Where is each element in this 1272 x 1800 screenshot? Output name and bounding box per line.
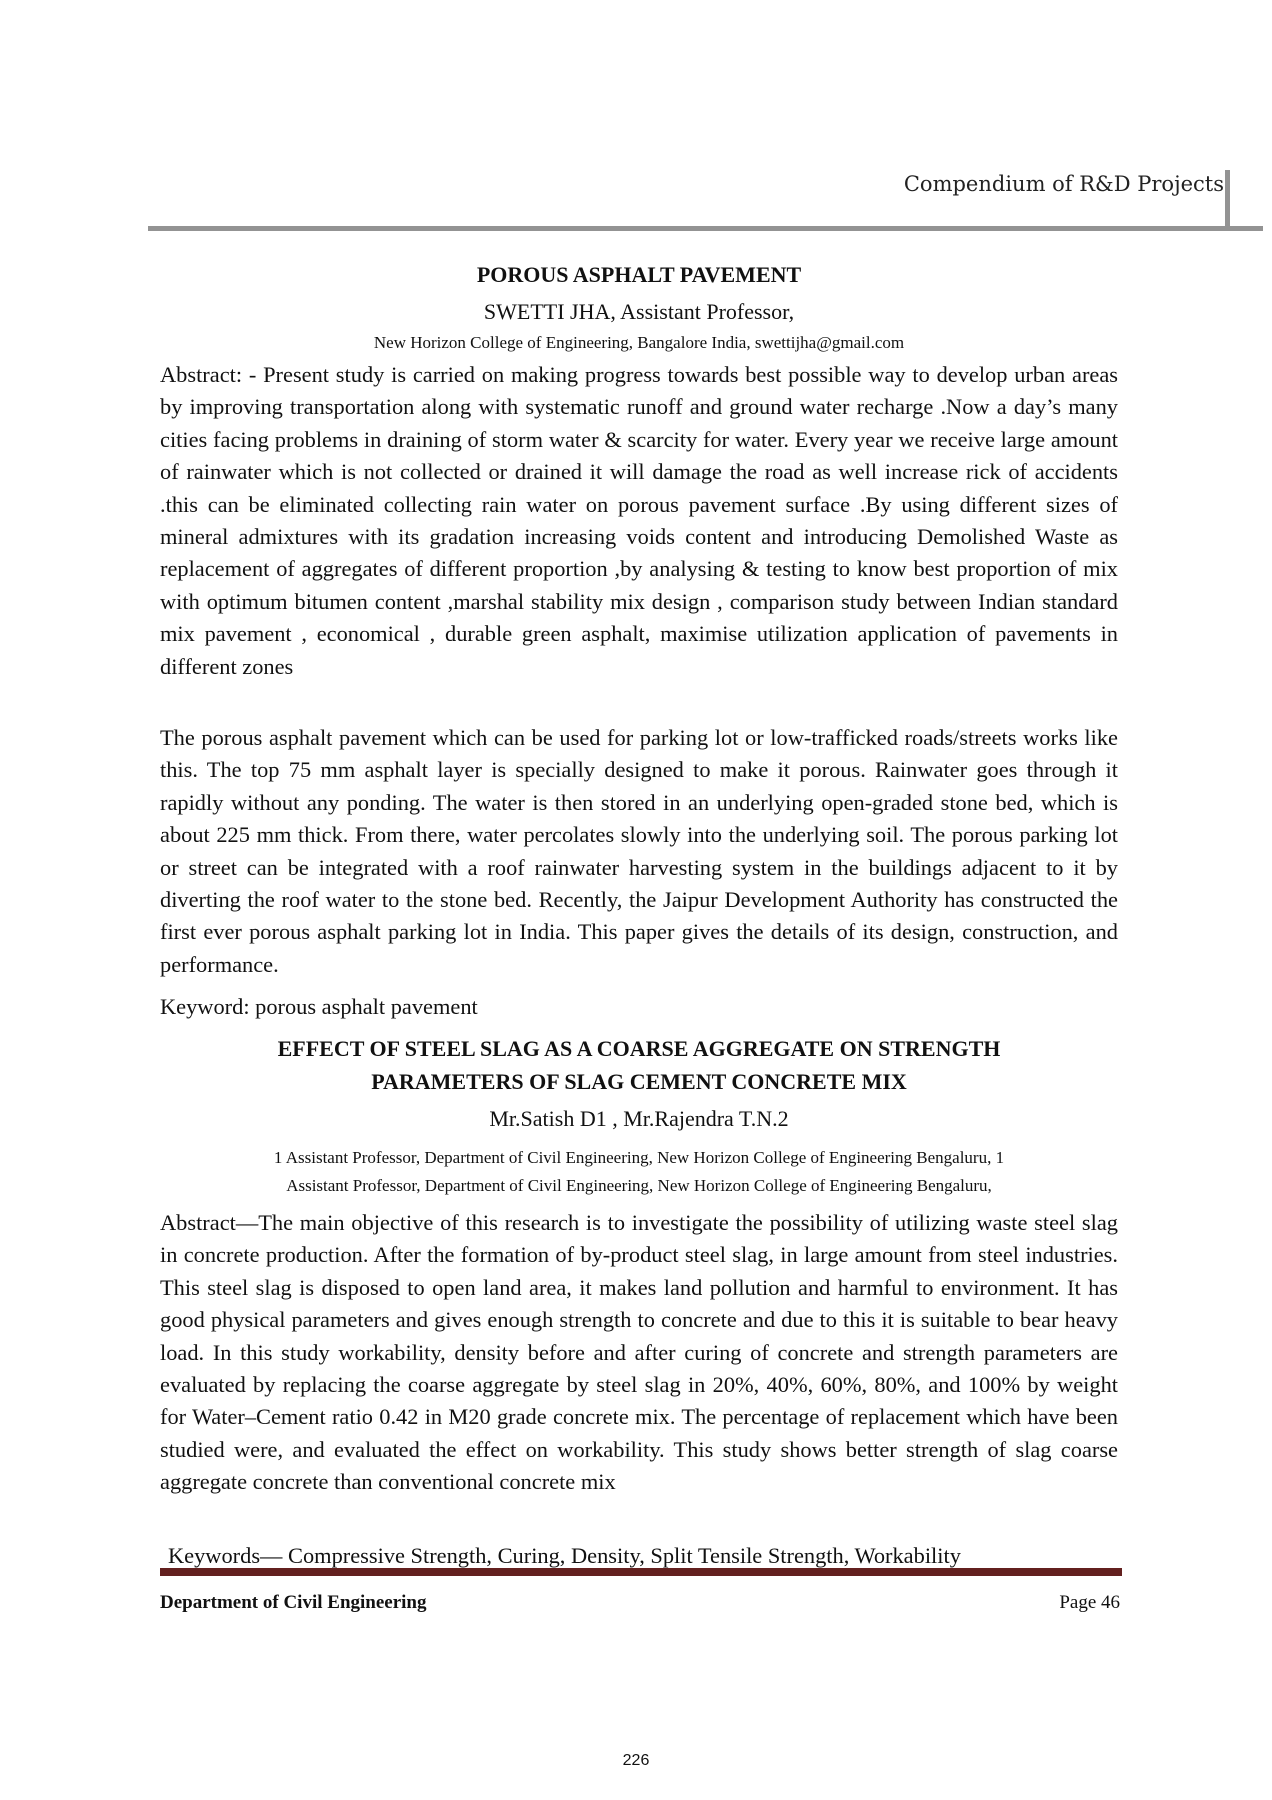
article-2-abstract: Abstract—The main objective of this research is to investigate the possibility of utilizing waste steel slag in concrete production. After the formation of by-product steel slag, in large amount from steel industries. This steel slag is disposed to open land area, it makes land pollution and harmful to environment. It has good physical parameters and gives enough strength to concrete and due to this it is suitable to bear heavy load. In this study workability, density before and after curing of concrete and strength parameters are evaluated by replacing the coarse aggregate by steel slag in 20%, 40%, 60%, 80%, and 100% by weight for Water–Cement ratio 0.42 in M20 grade concrete mix. The percentage of replacement which have been studied were, and evaluated the effect on workability. This study shows better strength of slag coarse aggregate concrete than conventional concrete mix	[160, 1210, 1118, 1495]
article-2-affiliation-line-2: Assistant Professor, Department of Civil Engineering, New Horizon College of Engineering Bengaluru,	[286, 1176, 992, 1195]
article-2-affiliation-line-1: 1 Assistant Professor, Department of Civil Engineering, New Horizon College of Engineering Bengaluru, 1	[273, 1148, 1005, 1167]
page-number: 226	[622, 1752, 650, 1769]
footer-department: Department of Civil Engineering	[160, 1592, 427, 1613]
article-1-author: SWETTI JHA, Assistant Professor,	[483, 299, 795, 324]
article-1-title: POROUS ASPHALT PAVEMENT	[476, 262, 802, 287]
article-2-title-line-1: EFFECT OF STEEL SLAG AS A COARSE AGGREGATE ON STRENGTH	[277, 1036, 1001, 1061]
article-1-body: The porous asphalt pavement which can be used for parking lot or low-trafficked roads/streets works like this. The top 75 mm asphalt layer is specially designed to make it porous. Rainwater goes through it rapidly without any ponding. The water is then stored in an underlying open-graded stone bed, which is about 225 mm thick. From there, water percolates slowly into the underlying soil. The porous parking lot or street can be integrated with a roof rainwater harvesting system in the buildings adjacent to it by diverting the roof water to the stone bed. Recently, the Jaipur Development Authority has constructed the first ever porous asphalt parking lot in India. This paper gives the details of its design, construction, and performance.	[160, 725, 1118, 977]
running-header: Compendium of R&D Projects	[903, 172, 1224, 196]
article-1-affiliation: New Horizon College of Engineering, Bangalore India, swettijha@gmail.com	[373, 333, 905, 352]
article-1-keywords: Keyword: porous asphalt pavement	[160, 994, 478, 1019]
article-2-keywords: Keywords— Compressive Strength, Curing, Density, Split Tensile Strength, Workability	[168, 1543, 961, 1568]
header-rule	[148, 226, 1263, 231]
article-1-abstract: Abstract: - Present study is carried on making progress towards best possible way to develop urban areas by improving transportation along with systematic runoff and ground water recharge .Now a day’s many cities facing problems in draining of storm water & scarcity for water. Every year we receive large amount of rainwater which is not collected or drained it will damage the road as well increase rick of accidents .this can be eliminated collecting rain water on porous pavement surface .By using different sizes of mineral admixtures with its gradation increasing voids content and introducing Demolished Waste as replacement of aggregates of different proportion ,by analysing & testing to know best proportion of mix with optimum bitumen content ,marshal stability mix design , comparison study between Indian standard mix pavement , economical , durable green asphalt, maximise utilization application of pavements in different zones	[160, 362, 1118, 679]
header-vertical-rule	[1225, 170, 1230, 231]
article-2-title-line-2: PARAMETERS OF SLAG CEMENT CONCRETE MIX	[371, 1069, 907, 1094]
footer-rule	[160, 1568, 1122, 1576]
footer-page: Page 46	[1059, 1592, 1120, 1613]
article-2-authors: Mr.Satish D1 , Mr.Rajendra T.N.2	[489, 1106, 789, 1131]
